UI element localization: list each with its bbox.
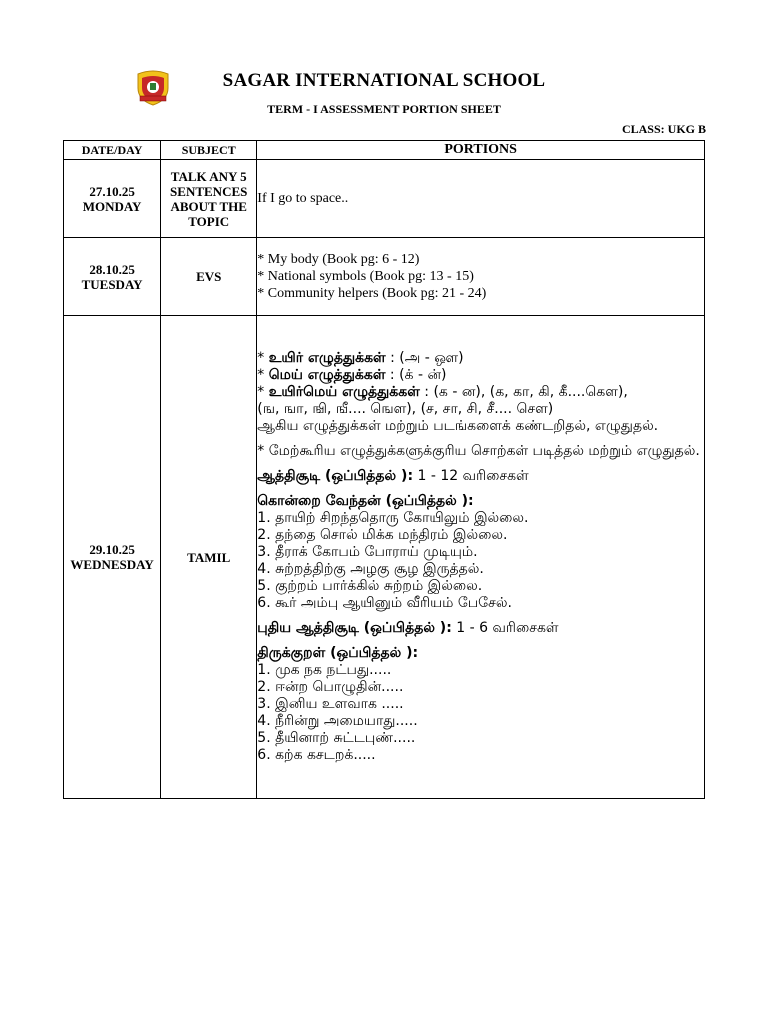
table-row [64,238,705,316]
portion-line [257,367,704,384]
portion-line [257,620,704,637]
table-row [64,160,705,238]
portion-line [257,384,704,401]
portion-heading: உயிர் எழுத்துக்கள் [268,350,386,366]
portion-line: * National symbols (Book pg: 13 - 15) [257,269,474,284]
sheet-title: TERM - I ASSESSMENT PORTION SHEET [267,102,501,116]
row-subject: EVS [161,238,257,316]
row-day: MONDAY [82,198,142,214]
list-item: 4. நீரின்று அமையாது..... [257,713,418,729]
header-subject: SUBJECT [161,141,257,160]
school-name: SAGAR INTERNATIONAL SCHOOL [222,70,546,91]
portion-heading: கொன்றை வேந்தன் (ஒப்பித்தல் ): [257,493,474,509]
bullet: * [257,350,269,366]
row-date-cell [64,316,161,799]
portion-heading: திருக்குறள் (ஒப்பித்தல் ): [257,645,419,661]
row-day: TUESDAY [81,276,143,292]
list-item: 6. கூர் அம்பு ஆயினும் வீரியம் பேசேல். [257,595,512,611]
portion-line: * மேற்கூரிய எழுத்துக்களுக்குரிய சொற்கள் படித்தல் மற்றும் எழுதுதல். [257,443,700,459]
portion-line [257,468,704,485]
portion-detail: : (அ - ஔ) [385,350,464,366]
row-subject: TAMIL [161,316,257,799]
subject-line: TOPIC [188,213,230,229]
row-date-cell [64,238,161,316]
row-portions-cell [257,238,705,316]
row-date: 28.10.25 [89,261,135,277]
bullet: * [257,384,269,400]
portion-line: If I go to space.. [257,191,349,206]
list-item: 2. தந்தை சொல் மிக்க மந்திரம் இல்லை. [257,527,508,543]
row-date: 29.10.25 [89,542,135,557]
list-item: 5. தீயினாற் சுட்டபுண்..... [257,730,416,746]
table-row [64,316,705,799]
portion-table [63,140,705,799]
class-label: CLASS: UKG B [621,122,706,136]
portion-line [257,350,704,367]
portion-detail: 1 - 6 வரிசைகள் [451,620,559,636]
row-date: 27.10.25 [89,183,135,199]
list-item: 5. குற்றம் பார்க்கில் சுற்றம் இல்லை. [257,578,483,594]
portion-detail: : (க - ன), (க, கா, கி, கீ....கௌ), [419,384,628,400]
subject-line: ABOUT THE [170,198,247,214]
list-item: 6. கற்க கசடறக்..... [257,747,376,763]
list-item: 1. தாயிற் சிறந்ததொரு கோயிலும் இல்லை. [257,510,529,526]
list-item: 2. ஈன்ற பொழுதின்..... [257,679,404,695]
bullet: * [257,367,269,383]
table-header-row [64,141,705,160]
portion-heading: ஆத்திசூடி (ஒப்பித்தல் ): [257,468,414,484]
portion-heading: உயிர்மெய் எழுத்துக்கள் [268,384,420,400]
portion-line: (ங, ஙா, ஙி, ஙீ.... ஙௌ), (ச, சா, சி, சீ.... சௌ) [257,401,554,417]
list-item: 1. முக நக நட்பது..... [257,662,392,678]
list-item: 4. சுற்றத்திற்கு அழகு சூழ இருத்தல். [257,561,484,577]
portion-detail: : (க் - ன்) [385,367,447,383]
portion-line: ஆகிய எழுத்துக்கள் மற்றும் படங்களைக் கண்டறிதல், எழுதுதல். [257,418,659,434]
portion-line: * Community helpers (Book pg: 21 - 24) [257,286,487,301]
row-portions-cell [257,316,705,799]
list-item: 3. தீராக் கோபம் போராய் முடியும். [257,544,478,560]
row-portions-cell [257,160,705,238]
portion-heading: புதிய ஆத்திசூடி (ஒப்பித்தல் ): [257,620,452,636]
subject-line: TALK ANY 5 [170,168,247,184]
list-item: 3. இனிய உளவாக ..... [257,696,404,712]
header-date: DATE/DAY [64,141,161,160]
row-day: WEDNESDAY [70,557,154,572]
portion-line: * My body (Book pg: 6 - 12) [257,252,420,267]
header-portions: PORTIONS [257,141,705,160]
portion-heading: மெய் எழுத்துக்கள் [268,367,386,383]
row-subject-cell [161,160,257,238]
portion-detail: 1 - 12 வரிசைகள் [413,468,529,484]
subject-line: SENTENCES [170,183,248,199]
row-date-cell [64,160,161,238]
